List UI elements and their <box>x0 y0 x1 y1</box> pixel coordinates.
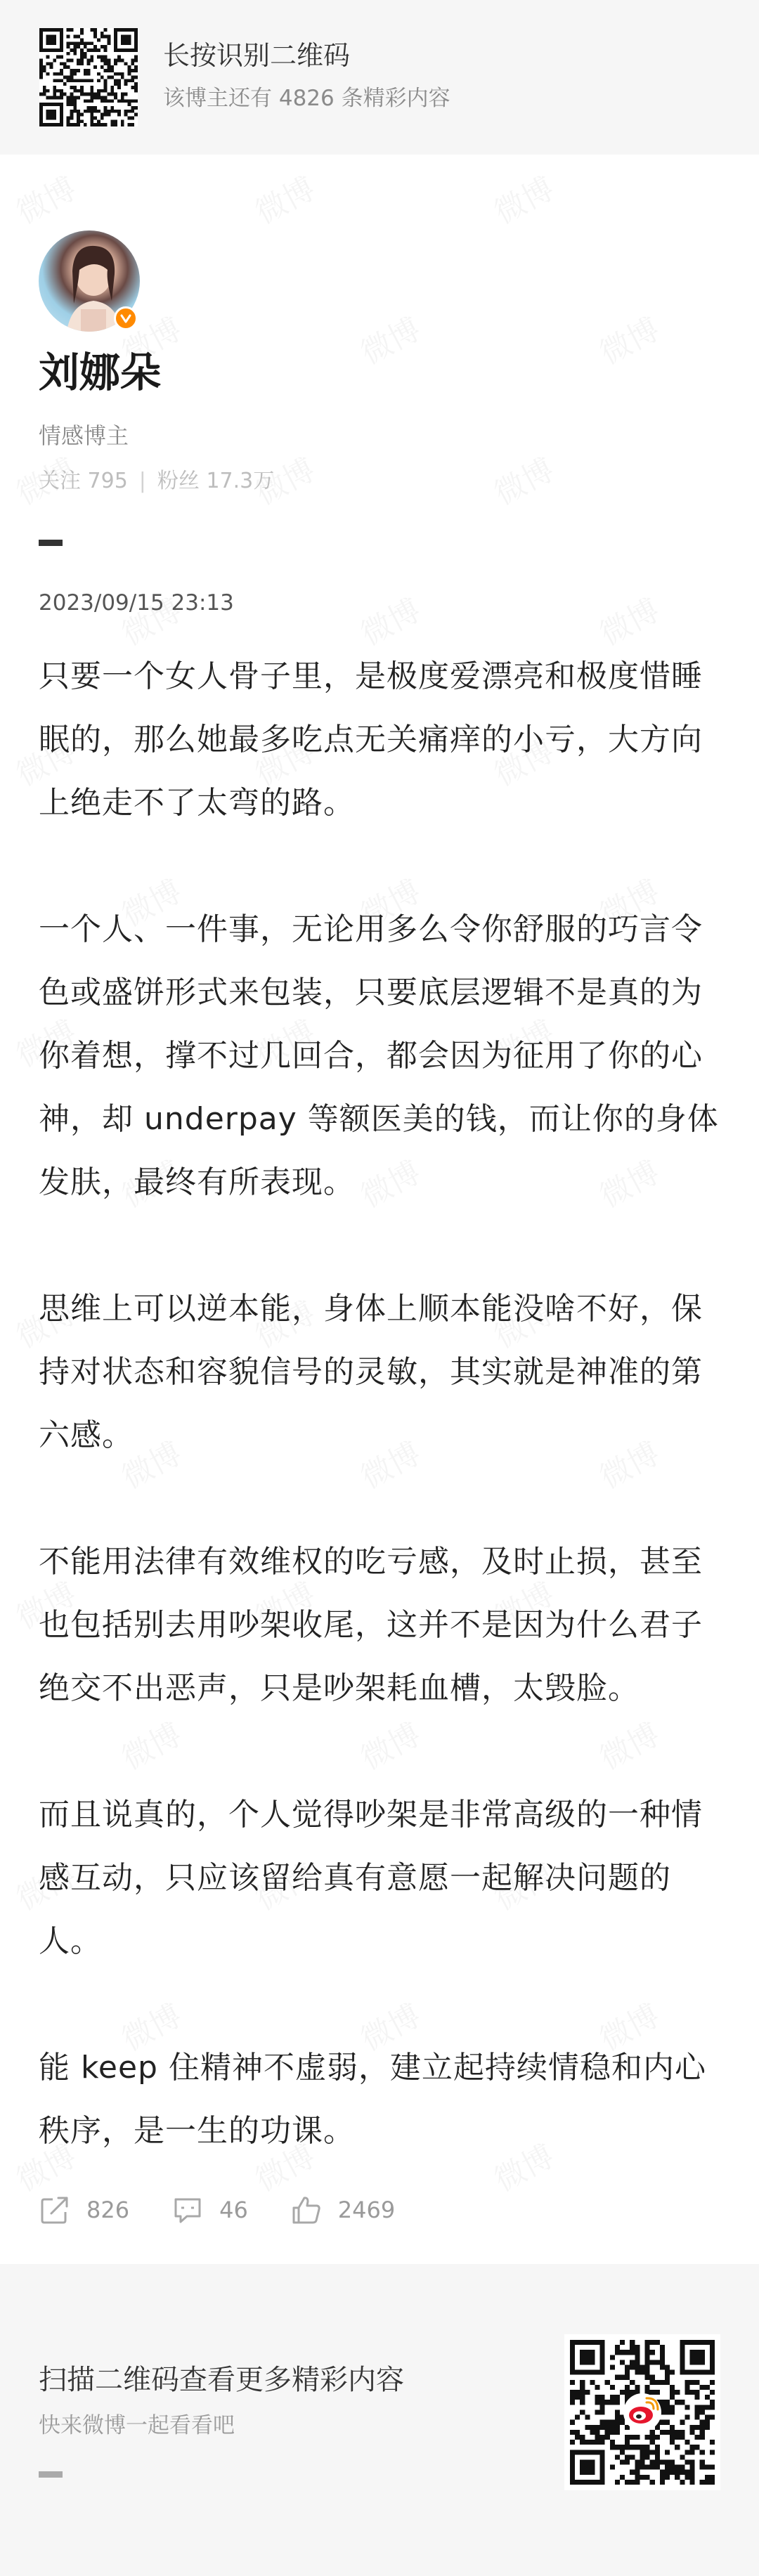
top-qr-code[interactable] <box>39 28 138 126</box>
author-name[interactable]: 刘娜朵 <box>39 349 162 396</box>
share-icon <box>39 2194 71 2226</box>
post-paragraph: 一个人、一件事，无论用多么令你舒服的巧言令色或盛饼形式来包装，只要底层逻辑不是真的为你着想，撑不过几回合，都会因为征用了你的心神，却 underpay 等额医美的钱，而让你的身体发肤，最终有所表现。 <box>39 911 719 1200</box>
weibo-logo-icon <box>623 2393 661 2431</box>
watermark-text <box>351 304 427 373</box>
footer <box>0 2264 759 2576</box>
like-count: 2469 <box>337 2197 396 2223</box>
watermark-text <box>485 164 561 233</box>
followers-count[interactable]: 粉丝 17.3万 <box>157 469 275 493</box>
post-paragraph: 只要一个女人骨子里，是极度爱漂亮和极度惜睡眠的，那么她最多吃点无关痛痒的小亏，大方向上绝走不了太弯的路。 <box>39 658 703 821</box>
author-stats <box>39 468 274 495</box>
post-date: 2023/09/15 23:13 <box>39 590 234 616</box>
top-banner-title: 长按识别二维码 <box>163 40 351 71</box>
watermark-text <box>7 164 83 233</box>
comment-count: 46 <box>219 2197 248 2223</box>
post-body <box>39 645 719 2226</box>
watermark-text <box>485 445 561 514</box>
stats-separator: | <box>138 469 146 493</box>
post-paragraph: 而且说真的，个人觉得吵架是非常高级的一种情感互动，只应该留给真有意愿一起解决问题的人。 <box>39 1797 703 1959</box>
post-paragraph: 思维上可以逆本能，身体上顺本能没啥不好，保持对状态和容貌信号的灵敏，其实就是神准的第六感。 <box>39 1291 703 1453</box>
post-actions <box>39 2189 437 2231</box>
comment-button[interactable] <box>171 2194 248 2226</box>
watermark-text <box>590 585 666 654</box>
watermark-text <box>590 304 666 373</box>
following-count[interactable]: 关注 795 <box>39 469 128 493</box>
top-banner <box>0 0 759 155</box>
post-paragraph: 不能用法律有效维权的吃亏感，及时止损，甚至也包括别去用吵架收尾，这并不是因为什么君子绝交不出恶声，只是吵架耗血槽，太毁脸。 <box>39 1544 703 1706</box>
post-paragraph: 能 keep 住精神不虚弱，建立起持续情稳和内心秩序，是一生的功课。 <box>39 2050 706 2149</box>
verified-badge-icon <box>114 306 138 330</box>
like-button[interactable] <box>290 2194 395 2226</box>
footer-divider <box>39 2471 63 2478</box>
thumbs-up-icon <box>290 2194 323 2226</box>
comment-icon <box>171 2194 204 2226</box>
watermark-text <box>246 164 322 233</box>
footer-subtitle: 快来微博一起看看吧 <box>39 2413 235 2438</box>
top-banner-subtitle: 该博主还有 4826 条精彩内容 <box>163 86 450 111</box>
repost-count: 826 <box>86 2197 130 2223</box>
repost-button[interactable] <box>39 2194 129 2226</box>
watermark-text <box>351 585 427 654</box>
author-description: 情感博主 <box>39 422 129 449</box>
section-divider <box>39 540 63 546</box>
footer-title: 扫描二维码查看更多精彩内容 <box>39 2364 404 2396</box>
